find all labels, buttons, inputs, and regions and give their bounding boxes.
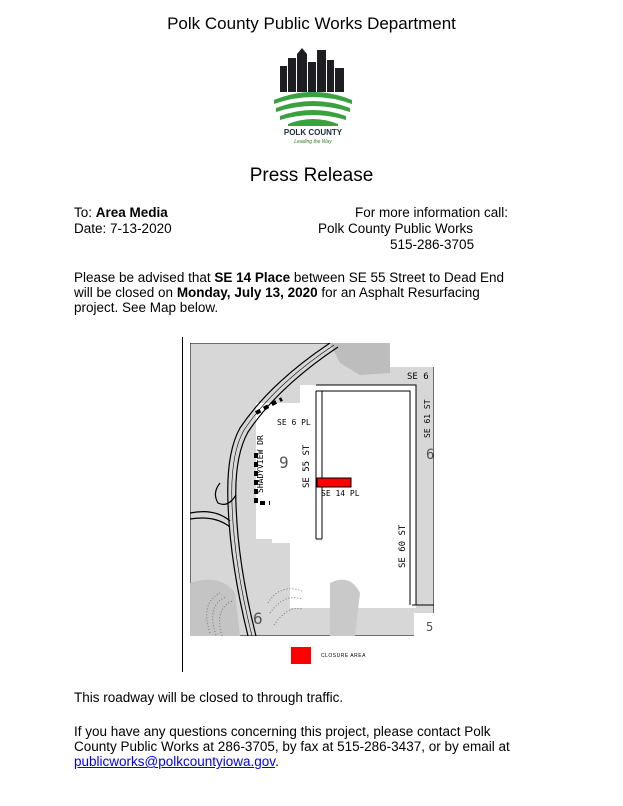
contact-phone: 515-286-3705 [390, 237, 475, 252]
closure-date: Monday, July 13, 2020 [176, 285, 318, 300]
label-se55-st: SE 55 ST [302, 444, 312, 488]
polk-county-logo [270, 44, 356, 150]
label-6-right: 6 [426, 447, 434, 463]
closure-map [190, 343, 434, 636]
questions-line-1: If you have any questions concerning this project, please contact Polk [74, 724, 491, 739]
questions-paragraph [74, 724, 574, 769]
notice-line-2: will be closed on Monday, July 13, 2020 for an Asphalt Resurfacing [74, 285, 480, 300]
press-release-heading: Press Release [249, 165, 374, 186]
questions-line-2: County Public Works at 286-3705, by fax at 515-286-3437, or by email at [74, 739, 510, 754]
closed-statement: This roadway will be closed to through traffic. [74, 690, 344, 705]
contact-heading: For more information call: [355, 205, 509, 220]
logo-name: POLK COUNTY [283, 128, 343, 137]
label-9: 9 [279, 453, 289, 472]
label-se60-st: SE 60 ST [398, 524, 408, 568]
closure-legend-swatch [291, 647, 311, 664]
to-label: To: [74, 205, 93, 220]
notice-line-1: Please be advised that SE 14 Place between SE 55 Street to Dead End [74, 270, 505, 285]
notice-line-3: project. See Map below. [74, 300, 219, 315]
label-shadyview-dr: SHADYVIEW DR [256, 435, 265, 493]
closure-segment [317, 478, 351, 487]
email-link[interactable]: publicworks@polkcountyiowa.gov [74, 754, 276, 769]
label-6: 6 [253, 609, 263, 628]
to-line [74, 205, 168, 220]
closed-street: SE 14 Place [214, 270, 291, 285]
questions-line-3: publicworks@polkcountyiowa.gov. [74, 754, 279, 769]
label-se61-st: SE 61 ST [423, 399, 432, 438]
map-left-rule [182, 337, 183, 672]
label-se6-pl: SE 6 PL [277, 418, 311, 427]
notice-paragraph [74, 270, 564, 315]
logo-tagline: Leading the Way [294, 139, 332, 145]
label-se6: SE 6 [407, 372, 429, 382]
date-label: Date: [74, 221, 107, 236]
contact-org: Polk County Public Works [318, 221, 474, 236]
date-value: 7-13-2020 [110, 221, 172, 236]
label-se14-pl: SE 14 PL [321, 489, 360, 498]
label-5: 5 [426, 620, 434, 634]
department-title: Polk County Public Works Department [167, 14, 456, 33]
closure-legend-label: CLOSURE AREA [321, 653, 366, 659]
to-value: Area Media [95, 205, 168, 220]
skyline-logo-icon [270, 44, 356, 126]
date-line [74, 221, 172, 236]
